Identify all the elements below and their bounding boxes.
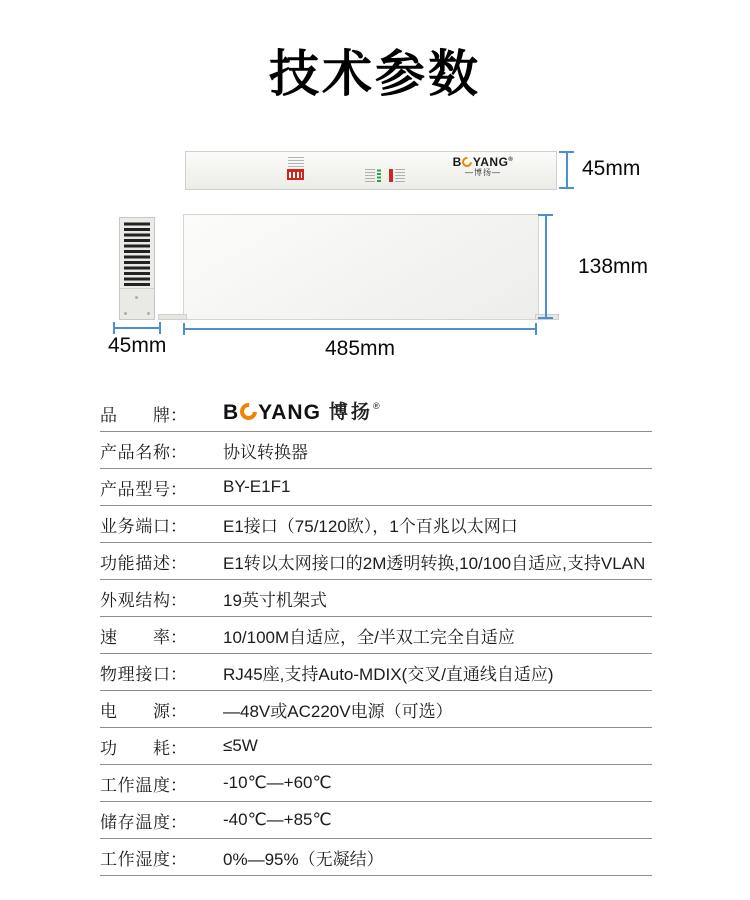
dimension-label-front-height: 45mm: [582, 157, 641, 180]
row-label: 工作温度 ：: [100, 775, 187, 795]
side-lower-plate: [120, 288, 154, 319]
table-row-service-ports: [100, 506, 652, 543]
led-green-column-icon: [377, 169, 381, 182]
brand-chinese: 博扬: [328, 402, 373, 423]
dimension-cap: [113, 322, 115, 334]
row-label: 产品名称 ：: [100, 442, 187, 462]
table-row-function: [100, 543, 652, 580]
mounting-foot-left: [158, 314, 187, 320]
brand-wordmark: B YANG: [223, 401, 321, 424]
dip-switch-icon: [287, 169, 304, 180]
dimension-cap: [559, 187, 574, 189]
row-label: 物理接口 ：: [100, 664, 187, 684]
row-value: 0%—95%（无凝结）: [223, 849, 384, 869]
spec-table: [100, 395, 652, 876]
table-row-physical-interface: [100, 654, 652, 691]
row-label: 功能描述 ：: [100, 553, 187, 573]
page-title: 技术参数: [269, 46, 481, 102]
dimension-line-front-height: [566, 152, 568, 188]
row-label: 品牌 ：: [100, 405, 187, 425]
table-row-operating-temp: [100, 765, 652, 802]
table-row-brand: [100, 395, 652, 432]
front-panel-image: [185, 151, 557, 190]
row-value: E1转以太网接口的2M透明转换,10/100自适应,支持VLAN: [223, 553, 646, 573]
row-value: 协议转换器: [223, 442, 308, 462]
row-value: RJ45座,支持Auto-MDIX(交叉/直通线自适应): [223, 664, 554, 684]
led-label-text: [365, 169, 375, 182]
row-value: ≤5W: [223, 736, 258, 755]
screw-icon: [124, 312, 127, 315]
row-label: 外观结构 ：: [100, 590, 187, 610]
row-label: 工作湿度 ：: [100, 849, 187, 869]
dip-label-text: [288, 157, 304, 167]
row-value: —48V或AC220V电源（可选）: [223, 701, 453, 721]
row-label: 功耗 ：: [100, 738, 187, 758]
dimension-cap: [538, 214, 553, 216]
panel-brand-chinese: —博扬—: [465, 168, 501, 178]
led-red-bar-icon: [389, 169, 393, 182]
panel-brand-wordmark: B YANG®: [452, 155, 514, 169]
side-view-image: [119, 217, 155, 320]
brand-logo: [223, 402, 380, 424]
dimension-label-top-width: 485mm: [324, 337, 396, 360]
table-row-rate: [100, 617, 652, 654]
row-label: 储存温度 ：: [100, 812, 187, 832]
dimension-cap: [535, 323, 537, 335]
dimension-cap: [183, 323, 185, 335]
table-row-power: [100, 691, 652, 728]
table-row-product-name: [100, 432, 652, 469]
table-row-structure: [100, 580, 652, 617]
led-label-text-right: [395, 169, 405, 182]
top-view-image: [183, 214, 539, 320]
table-row-consumption: [100, 728, 652, 765]
panel-brand-logo: [438, 156, 528, 178]
table-row-humidity: [100, 839, 652, 876]
registered-mark: ®: [372, 401, 380, 411]
table-row-storage-temp: [100, 802, 652, 839]
row-label: 产品型号 ：: [100, 479, 187, 499]
dimension-line-top-height: [545, 215, 547, 318]
dimension-cap: [538, 317, 553, 319]
row-label: 业务端口 ：: [100, 516, 187, 536]
dimension-label-side-width: 45mm: [108, 334, 167, 357]
row-label: 速率 ：: [100, 627, 187, 647]
row-value: 10/100M自适应，全/半双工完全自适应: [223, 627, 515, 647]
dimension-label-top-height: 138mm: [578, 255, 649, 278]
dimension-cap: [559, 151, 574, 153]
screw-icon: [135, 296, 138, 299]
row-value: E1接口（75/120欧），1个百兆以太网口: [223, 516, 518, 536]
dimension-line-side-width: [113, 327, 161, 329]
row-label: 电源 ：: [100, 701, 187, 721]
table-row-model: [100, 469, 652, 506]
row-value: BY-E1F1: [223, 477, 291, 496]
row-value: -10℃—+60℃: [223, 773, 332, 792]
screw-icon: [147, 312, 150, 315]
dimension-line-top-width: [183, 328, 537, 330]
registered-mark: ®: [508, 157, 514, 163]
vent-grill-icon: [124, 222, 150, 286]
dimension-cap: [159, 322, 161, 334]
row-value: -40℃—+85℃: [223, 810, 332, 829]
row-value: 19英寸机架式: [223, 590, 327, 610]
